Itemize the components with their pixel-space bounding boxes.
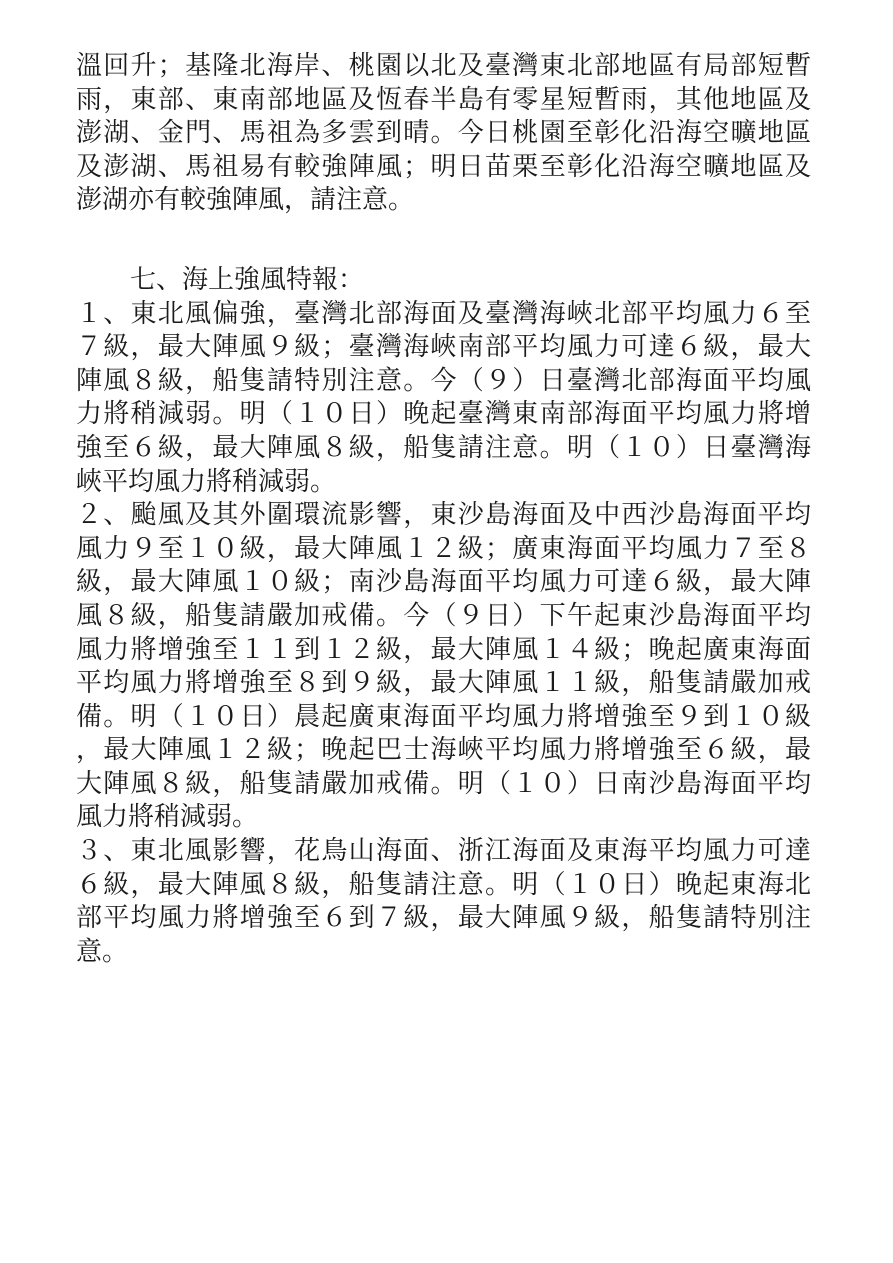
text-line: 備。明（１０日）晨起廣東海面平均風力將增強至９到１０級 — [76, 701, 811, 732]
text-line: 陣風８級，船隻請特別注意。今（９）日臺灣北部海面平均風 — [76, 365, 811, 396]
text-line: 及澎湖、馬祖易有較強陣風；明日苗栗至彰化沿海空曠地區及 — [76, 151, 811, 182]
text-line: ３、東北風影響，花鳥山海面、浙江海面及東海平均風力可達 — [76, 836, 811, 867]
document-page — [76, 50, 811, 969]
text-line: ，最大陣風１２級；晚起巴士海峽平均風力將增強至６級，最 — [76, 735, 811, 766]
text-line: 風力９至１０級，最大陣風１２級；廣東海面平均風力７至８ — [76, 533, 811, 564]
paragraph-spacer — [76, 218, 811, 264]
text-line: 澎湖、金門、馬祖為多雲到晴。今日桃園至彰化沿海空曠地區 — [76, 118, 811, 149]
text-line: 溫回升；基隆北海岸、桃園以北及臺灣東北部地區有局部短暫 — [76, 51, 811, 81]
text-line: １、東北風偏強，臺灣北部海面及臺灣海峽北部平均風力６至 — [76, 298, 811, 329]
text-line: 澎湖亦有較強陣風，請注意。 — [76, 185, 415, 216]
text-line: 風８級，船隻請嚴加戒備。今（９日）下午起東沙島海面平均 — [76, 600, 811, 631]
text-line: ６級，最大陣風８級，船隻請注意。明（１０日）晚起東海北 — [76, 869, 811, 900]
text-line: 力將稍減弱。明（１０日）晚起臺灣東南部海面平均風力將增 — [76, 399, 811, 430]
warning-item-3 — [76, 835, 811, 969]
warning-item-1 — [76, 298, 811, 500]
intro-paragraph — [76, 50, 811, 218]
text-line: 意。 — [76, 936, 129, 967]
text-line: ７級，最大陣風９級；臺灣海峽南部平均風力可達６級，最大 — [76, 332, 811, 363]
section-heading: 七、海上強風特報： — [130, 264, 365, 295]
text-line: 大陣風８級，船隻請嚴加戒備。明（１０）日南沙島海面平均 — [76, 768, 811, 799]
text-line: 級，最大陣風１０級；南沙島海面平均風力可達６級，最大陣 — [76, 567, 811, 598]
text-line: ２、颱風及其外圍環流影響，東沙島海面及中西沙島海面平均 — [76, 500, 811, 531]
text-line: 峽平均風力將稍減弱。 — [76, 466, 337, 497]
text-line: 部平均風力將增強至６到７級，最大陣風９級，船隻請特別注 — [76, 903, 811, 934]
text-line: 風力將增強至１１到１２級，最大陣風１４級；晚起廣東海面 — [76, 634, 811, 665]
text-line: 平均風力將增強至８到９級，最大陣風１１級，船隻請嚴加戒 — [76, 668, 811, 699]
text-line: 強至６級，最大陣風８級，船隻請注意。明（１０）日臺灣海 — [76, 432, 811, 463]
text-line: 風力將稍減弱。 — [76, 802, 259, 833]
text-line: 雨，東部、東南部地區及恆春半島有零星短暫雨，其他地區及 — [76, 84, 811, 115]
warning-item-2 — [76, 499, 811, 835]
